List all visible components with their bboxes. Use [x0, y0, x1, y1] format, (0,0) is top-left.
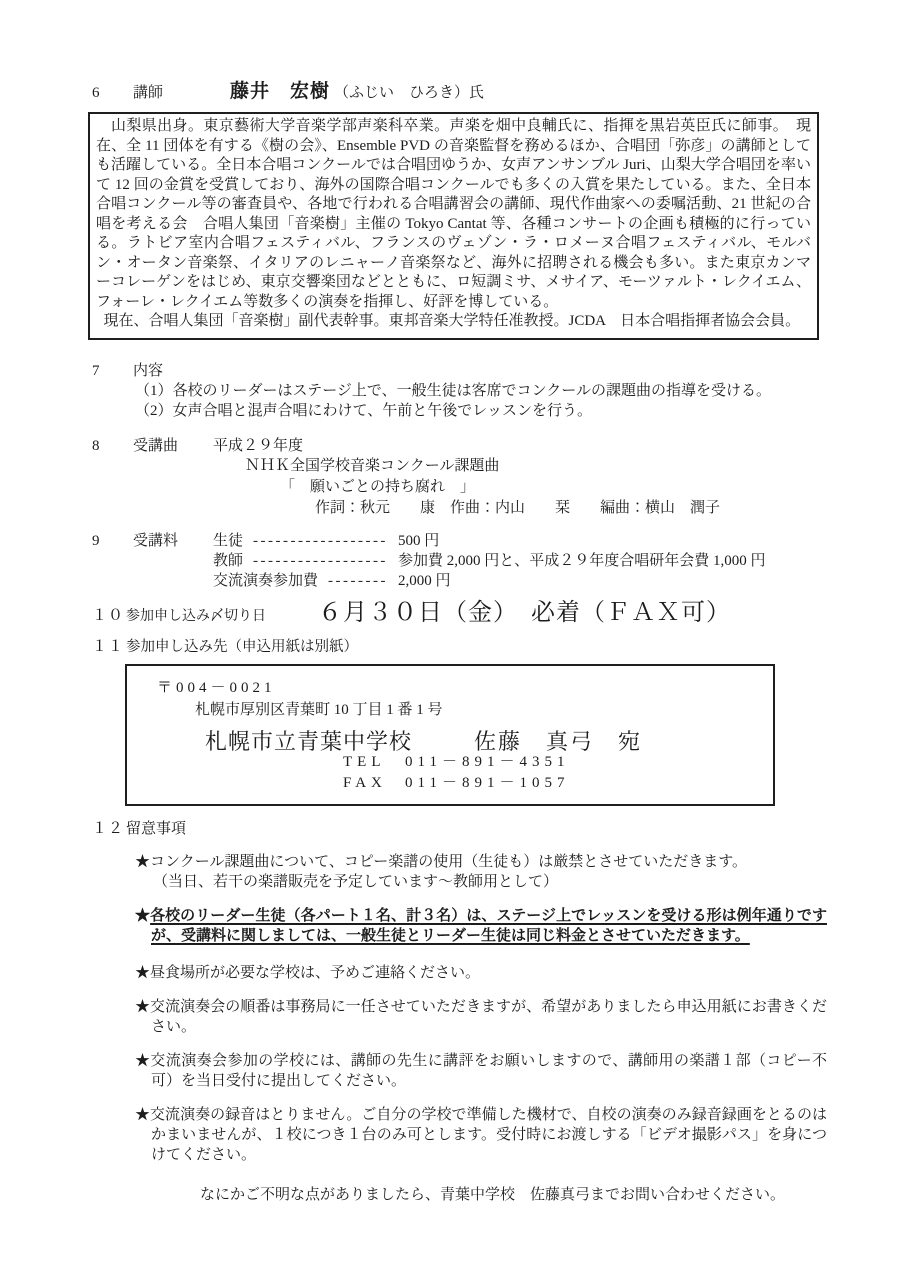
star-icon: ★ [135, 1052, 151, 1069]
lecturer-bio-paragraph: 山梨県出身。東京藝術大学音楽学部声楽科卒業。声楽を畑中良輔氏に、指揮を黒岩英臣氏に師事。 現在、全 11 団体を有する《樹の会》、Ensemble PVD の音楽監督を務めるほか、合唱団「弥彦」の講師としても活躍している。全日本合唱コンクールでは合唱団ゆうか、女声アンサンブル Juri、山梨大学合唱団を率いて 12 回の金賞を受賞しており、海外の国際合唱コンクールでも多くの入賞を果たしている。また、全日本合唱コンクール等の審査員や、各地で行われる合唱講習会の講師、現代作曲家への委嘱活動、21 世紀の合唱を考える会 合唱人集団「音楽樹」主催の Tokyo Cantat 等、各種コンサートの企画も積極的に行っている。ラトビア室内合唱フェスティバル、フランスのヴェゾン・ラ・ロメーヌ合唱フェスティバル、モルバン・オータン音楽祭、イタリアのレニャーノ音楽祭など、海外に招聘される機会も多い。また東京カンマーコレーゲンをはじめ、東京交響楽団などとともに、ロ短調ミサ、メサイア、モーツァルト・レクイエム、フォーレ・レクイエム等数多くの演奏を指揮し、好評を博している。 [96, 118, 811, 310]
deadline-date: ６月３０日（金） 必着（ＦＡＸ可） [318, 599, 731, 626]
recipient-name: 佐藤 真弓 宛 [474, 728, 643, 754]
school-name: 札幌市立青葉中学校 [205, 728, 413, 754]
star-icon: ★ [135, 907, 151, 924]
fee-value: 参加費 2,000 円と、平成２９年度合唱研年会費 1,000 円 [397, 552, 766, 569]
tel-line [343, 752, 763, 773]
section-lecturer-header [92, 82, 827, 103]
section-number: １０ [92, 607, 125, 624]
section-number: 6 [92, 85, 100, 101]
school-recipient-line [205, 728, 763, 754]
fax-label: FAX [343, 774, 387, 791]
note-bullet [135, 997, 827, 1037]
note-bullet [135, 963, 827, 983]
note-text: 交流演奏会の順番は事務局に一任させていただきますが、希望がありましたら申込用紙にお書きください。 [150, 998, 827, 1035]
piece-contest: ＮＨＫ全国学校音楽コンクール課題曲 [245, 457, 500, 474]
contact-footer: なにかご不明な点がありましたら、青葉中学校 佐藤真弓までお問い合わせください。 [200, 1186, 786, 1203]
lecturer-kana: （ふじい ひろき）氏 [334, 85, 485, 101]
notes-label: 留意事項 [126, 820, 187, 837]
section-application [92, 637, 827, 657]
star-icon: ★ [135, 998, 151, 1015]
application-address-box [125, 664, 775, 806]
note-bullet-emphasized [135, 906, 827, 946]
section-number: 7 [92, 362, 100, 379]
contents-label: 内容 [133, 362, 164, 379]
tel-label: TEL [343, 753, 386, 770]
section-fees [92, 531, 827, 591]
note-bullet [135, 1105, 827, 1165]
piece-label: 受講曲 [133, 437, 179, 454]
fee-row [213, 551, 827, 571]
postal-code: 〒004－0021 [157, 679, 276, 696]
section-number: 8 [92, 437, 100, 454]
section-contents-header [92, 361, 827, 381]
section-piece [92, 436, 827, 518]
piece-title: 「 願いごとの持ち腐れ 」 [280, 478, 476, 495]
section-contents [92, 361, 827, 421]
note-text: 昼食場所が必要な学校は、予めご連絡ください。 [150, 964, 481, 981]
lecturer-label: 講師 [133, 85, 164, 101]
star-icon: ★ [135, 853, 151, 870]
fee-row [213, 531, 827, 551]
note-text: コンクール課題曲について、コピー楽譜の使用（生徒も）は厳禁とさせていただきます。 [150, 853, 748, 870]
fee-value: 2,000 円 [397, 572, 451, 589]
section-number: １２ [92, 820, 125, 837]
lecturer-current-positions: 現在、合唱人集団「音楽樹」副代表幹事。東邦音楽大学特任准教授。JCDA 日本合唱指揮者協会会員。 [103, 313, 801, 329]
note-bullet [135, 852, 827, 892]
fee-name: 交流演奏参加費 [213, 572, 319, 589]
section-notes-header [92, 819, 827, 839]
star-icon: ★ [135, 1106, 151, 1123]
fax-number: 011－891－1057 [405, 774, 570, 791]
fax-line [343, 773, 763, 794]
application-label: 参加申し込み先（申込用紙は別紙） [126, 638, 358, 655]
fees-label: 受講料 [133, 532, 179, 549]
lecturer-name: 藤井 宏樹 [230, 81, 331, 102]
contents-item: （2）女声合唱と混声合唱にわけて、午前と午後でレッスンを行う。 [135, 402, 593, 419]
contents-item: （1）各校のリーダーはステージ上で、一般生徒は客席でコンクールの課題曲の指導を受ける。 [135, 382, 772, 399]
note-subtext: （当日、若干の楽譜販売を予定しています～教師用として） [153, 873, 559, 890]
fee-value: 500 円 [397, 532, 440, 549]
section-deadline [92, 599, 827, 627]
section-piece-header [92, 436, 827, 456]
fee-row [213, 571, 827, 591]
street-address: 札幌市厚別区青葉町 10 丁目 1 番 1 号 [195, 701, 443, 718]
section-number: １１ [92, 638, 125, 655]
piece-credits: 作詞：秋元 康 作曲：内山 栞 編曲：横山 潤子 [315, 499, 721, 516]
note-text: 交流演奏会参加の学校には、講師の先生に講評をお願いしますので、講師用の楽譜１部（コピー不可）を当日受付に提出してください。 [150, 1052, 827, 1089]
contents-items [135, 381, 827, 421]
tel-fax-block [343, 752, 763, 794]
fee-leader-dashes: ------------------ [253, 532, 388, 549]
star-icon: ★ [135, 964, 151, 981]
tel-number: 011－891－4351 [405, 753, 570, 770]
note-text: 交流演奏の録音はとりません。ご自分の学校で準備した機材で、自校の演奏のみ録音録画をとるのはかまいませんが、１校につき１台のみ可とします。受付時にお渡しする「ビデオ撮影パス」を身につけてください。 [150, 1106, 827, 1163]
fee-name: 教師 [213, 552, 244, 569]
fee-name: 生徒 [213, 532, 244, 549]
fees-rows [213, 531, 827, 591]
note-text: 各校のリーダー生徒（各パート１名、計３名）は、ステージ上でレッスンを受ける形は例年通りですが、受講料に関しましては、一般生徒とリーダー生徒は同じ料金とさせていただきます。 [150, 907, 827, 944]
fee-leader-dashes: ------------------ [253, 552, 388, 569]
notes-bullets [135, 852, 827, 1165]
note-bullet [135, 1051, 827, 1091]
lecturer-bio-box [88, 112, 819, 340]
piece-year: 平成２９年度 [213, 437, 304, 454]
fee-leader-dashes: -------- [328, 572, 388, 589]
deadline-label: 参加申し込み〆切り日 [126, 608, 266, 624]
section-number: 9 [92, 532, 100, 549]
